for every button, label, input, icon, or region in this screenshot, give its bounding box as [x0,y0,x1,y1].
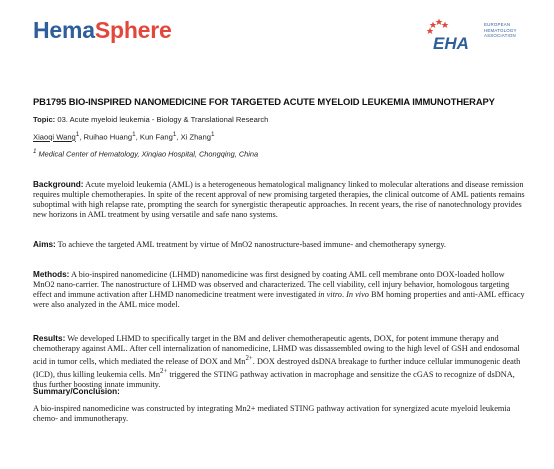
methods-text: . [341,290,347,300]
author-sup: 1 [132,131,136,138]
methods-section [33,270,528,310]
affiliation [33,148,258,158]
author-sep: , [176,132,181,142]
aims-label: Aims: [33,240,56,249]
summary-label: Summary/Conclusion: [33,387,120,396]
results-sup: 2+ [159,368,168,376]
results-section [33,334,528,390]
results-text: triggered the STING pathway activation in macrophage and sensitize the cGAS to recognize of dsDNA, thus further boosting innate immunity. [33,369,515,389]
author-sep: , [135,132,140,142]
results-text: . DOX destroyed dsDNA breakage to further induce cellular immunogenic death (ICD), thus killing leukemia cells. Mn [33,356,521,379]
abstract-title: PB1795 BIO-INSPIRED NANOMEDICINE FOR TARGETED ACUTE MYELOID LEUKEMIA IMMUNOTHERAPY [33,96,495,107]
author-name: Ruihao Huang [83,132,133,142]
eha-subtitle: EUROPEAN HEMATOLOGY ASSOCIATION [484,22,517,39]
methods-label: Methods: [33,270,70,279]
affiliation-sup: 1 [33,148,37,155]
author-name: Kun Fang [139,132,173,142]
author-sep: , [79,132,84,142]
background-section [33,180,528,220]
methods-italic: In vivo [346,290,369,300]
methods-text: BM homing properties and anti-AML efficacy were also analyzed in the AML mice model. [33,290,525,310]
affiliation-text: Medical Center of Hematology, Xinqiao Hospital, Chongqing, China [36,149,259,159]
authors-line [33,131,215,142]
brand-part1: Hema [33,17,95,43]
eha-logo [421,10,541,62]
author-sup: 1 [172,131,177,138]
author-name: Xiaoqi Wang [33,132,76,142]
topic-value: 03. Acute myeloid leukemia - Biology & Translational Research [57,115,269,124]
background-text: Acute myeloid leukemia (AML) is a heterogeneous hematological malignancy linked to molecular alterations and disease remission requires multiple chemotherapies. In spite of the recent approval of new promising targeted therapies, the clinical outcome of AML patients remains suboptimal with high relapse rate, prompting the search for synergistic therapeutic approaches. In recent years, the rise of nanotechnology provides new horizons in AML treatment by using versatile and safe nano systems. [33,180,525,220]
methods-text: A bio-inspired nanomedicine (LHMD) nanomedicine was first designed by coating AML cell membrane onto DOX-loaded hollow MnO2 nano-carrier. The nanostructure of LHMD was observed and characterized. The cell viability, cell injury behavior, homologous targeting effect and immune activation after LHMD nanomedicine treatment were investigated [33,270,510,300]
results-label: Results: [33,334,66,343]
background-label: Background: [33,180,84,189]
aims-section [33,240,528,250]
aims-text: To achieve the targeted AML treatment by virtue of MnO2 nanostructure-based immune- and chemotherapy synergy. [55,240,447,249]
results-text: We developed LHMD to specifically target in the BM and deliver chemotherapeutic agents, DOX, for potent immune therapy and chemotherapy against AML. After cell internalization of nanomedicine, LHMD was dissassembled owing to the high level of GSH and endosomal acid in tumor cells, which mediated the release of DOX and Mn [33,334,520,366]
author-sup: 1 [75,131,80,138]
summary-text: A bio-inspired nanomedicine was constructed by integrating Mn2+ mediated STING pathway activation for synergized acute myeloid leukemia chemo- and immunotherapy. [33,404,511,424]
summary-section [33,404,528,424]
author-name: Xi Zhang [180,132,211,142]
results-sup: 2+ [245,355,253,363]
brand-part2: Sphere [94,17,172,43]
methods-italic: in vitro [318,290,342,300]
author-sup: 1 [210,131,215,138]
topic-label: Topic: [33,115,56,124]
eha-wordmark: EHA [433,34,469,53]
topic-line [33,115,268,124]
hemasphere-logo [33,17,172,44]
